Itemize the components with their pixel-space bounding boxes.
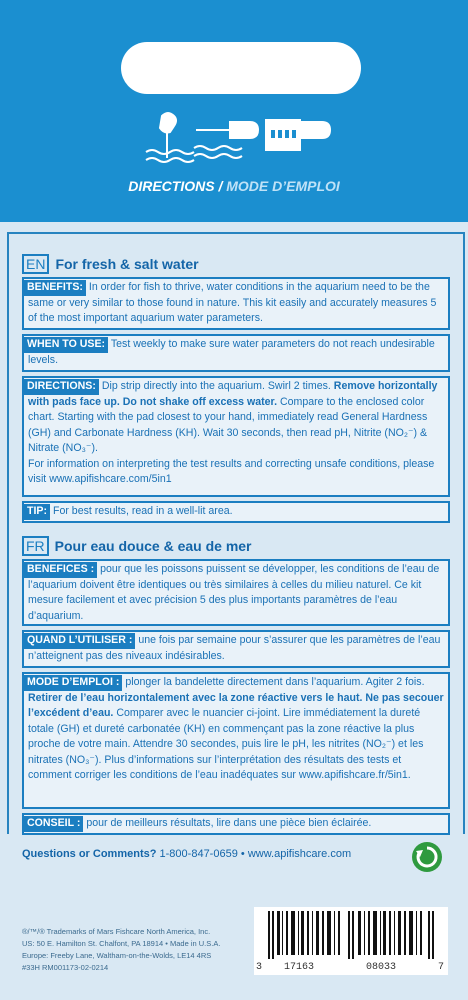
barcode-check-digit: 7 bbox=[438, 962, 445, 973]
fr-directions-text-2: Comparer avec le nuancier ci-joint. Lire immédiatement la dureté totale (GH) et dureté carbonatée (KH) en commençant pas la zone réactive la plus proche de votre main. Attendre 30 secondes, puis lire le pH, les nitrites (NO₂⁻) et les nitrates (NO₃⁻). Plus d’informations sur l’interprétation des résultats des tests et comment corriger les conditions de l’eau inadéquates sur www.apifishcare.fr/5in1. bbox=[28, 707, 424, 781]
fr-benefits-tag: BENEFICES : bbox=[24, 562, 97, 578]
fr-tip-section bbox=[22, 813, 450, 835]
contact-line bbox=[22, 848, 351, 860]
en-when-section bbox=[22, 334, 450, 372]
en-directions-tag: DIRECTIONS: bbox=[24, 379, 99, 395]
legal-line-4: #33H RM001173-02-0214 bbox=[22, 963, 109, 972]
en-title: For fresh & salt water bbox=[55, 256, 199, 272]
en-directions-section bbox=[22, 376, 450, 497]
en-tip-text: For best results, read in a well-lit area. bbox=[52, 505, 233, 517]
directions-title-fr: MODE D’EMPLOI bbox=[226, 178, 340, 194]
legal-block bbox=[22, 926, 220, 974]
fr-when-section bbox=[22, 630, 450, 668]
fr-benefits-section bbox=[22, 559, 450, 626]
en-directions-bold: Remove horizontally with pads face up. Do not shake off excess water. bbox=[28, 380, 438, 408]
legal-line-1: ®/™/® Trademarks of Mars Fishcare North America, Inc. bbox=[22, 927, 211, 936]
barcode-left-digits: 17163 bbox=[284, 962, 315, 973]
fr-heading bbox=[22, 536, 252, 556]
legal-line-3: Europe: Freeby Lane, Waltham-on-the-Wolds, LE14 4RS bbox=[22, 951, 212, 960]
en-when-tag: WHEN TO USE: bbox=[24, 337, 108, 353]
fr-when-text: une fois par semaine pour s’assurer que les paramètres de l’eau n’atteignent pas des niveaux indésirables. bbox=[28, 634, 441, 662]
fr-title: Pour eau douce & eau de mer bbox=[54, 538, 252, 554]
barcode-bars bbox=[268, 911, 434, 959]
en-benefits-text: In order for fish to thrive, water conditions in the aquarium need to be the same or very similar to those found in nature. This kit easily and accurately measures 5 of the most important aquarium water parameters. bbox=[28, 281, 437, 324]
contact-bullet: • bbox=[240, 848, 245, 860]
en-heading bbox=[22, 254, 199, 274]
hold-strip-icon bbox=[190, 108, 262, 166]
en-tip-section bbox=[22, 501, 450, 523]
fr-language-code: FR bbox=[22, 536, 49, 556]
directions-title bbox=[0, 178, 468, 194]
fr-tip-tag: CONSEIL : bbox=[24, 816, 83, 832]
fr-benefits-text: pour que les poissons puissent se développer, les conditions de l’eau de l’aquarium doivent être identiques ou très similaires à celles du milieu naturel. Ce kit mesure facilement et avec précision 5 des plus importants paramètres de l’eau d’aquarium. bbox=[28, 563, 440, 622]
en-directions-text-3: For information on interpreting the test results and correcting unsafe conditions, please visit www.apifishcare.com/5in1 bbox=[28, 457, 435, 485]
en-when-text: Test weekly to make sure water parameters do not reach undesirable levels. bbox=[28, 338, 435, 366]
en-benefits-section bbox=[22, 277, 450, 330]
hang-hole bbox=[121, 42, 361, 94]
en-directions-text-1: Dip strip directly into the aquarium. Swirl 2 times. bbox=[101, 380, 331, 392]
en-benefits-tag: BENEFITS: bbox=[24, 280, 86, 296]
barcode-right-digits: 08033 bbox=[366, 962, 397, 973]
legal-line-2: US: 50 E. Hamilton St. Chalfont, PA 18914 • Made in U.S.A. bbox=[22, 939, 221, 948]
compare-chart-icon bbox=[262, 108, 334, 166]
contact-website[interactable]: www.apifishcare.com bbox=[247, 848, 352, 860]
en-language-code: EN bbox=[22, 254, 49, 274]
contact-question: Questions or Comments? bbox=[22, 848, 157, 860]
fr-when-tag: QUAND L’UTILISER : bbox=[24, 633, 135, 649]
header-band bbox=[0, 0, 468, 222]
fr-directions-bold: Retirer de l’eau horizontalement avec la zone réactive vers le haut. Ne pas secouer l’excédent d’eau. bbox=[28, 691, 444, 719]
fr-directions-text-1: plonger la bandelette directement dans l’aquarium. Agiter 2 fois. bbox=[125, 676, 425, 688]
barcode-lead-digit: 3 bbox=[256, 962, 263, 973]
recycle-icon bbox=[412, 842, 442, 872]
en-tip-tag: TIP: bbox=[24, 504, 50, 520]
fr-directions-section bbox=[22, 672, 450, 809]
barcode bbox=[254, 907, 448, 975]
directions-separator: / bbox=[218, 178, 223, 194]
en-directions-text-2: Compare to the enclosed color chart. Starting with the pad closest to your hand, immediately read General Hardness (GH) and Carbonate Hardness (KH). Wait 30 seconds, then read pH, Nitrite (NO₂⁻) & Nitrate (NO₃⁻). bbox=[28, 395, 428, 454]
directions-title-en: DIRECTIONS bbox=[128, 178, 215, 194]
contact-phone[interactable]: 1-800-847-0659 bbox=[159, 848, 238, 860]
fr-tip-text: pour de meilleurs résultats, lire dans une pièce bien éclairée. bbox=[86, 817, 372, 829]
fr-directions-tag: MODE D’EMPLOI : bbox=[24, 675, 122, 691]
